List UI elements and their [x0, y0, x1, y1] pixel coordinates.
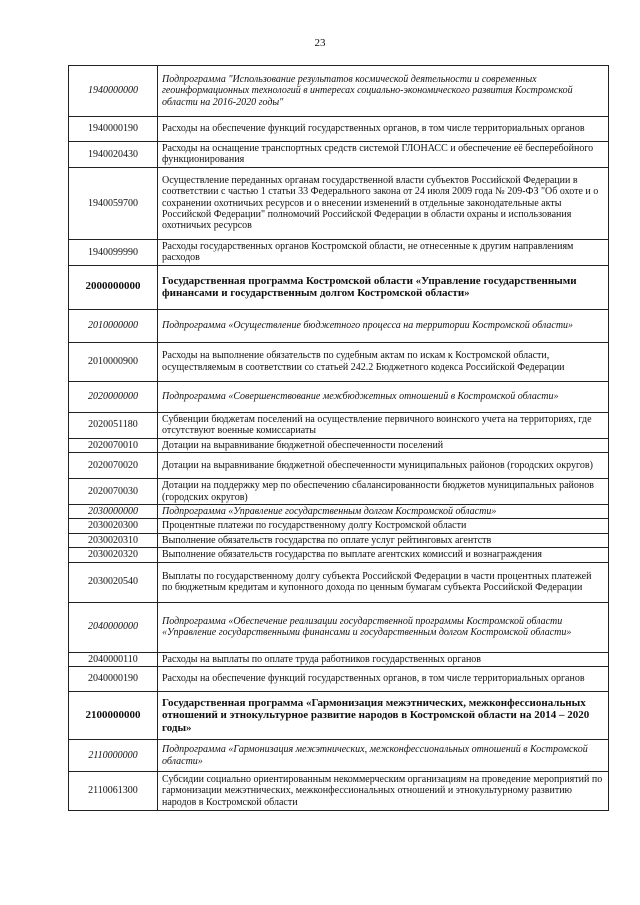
- row-code: 2020070030: [69, 479, 158, 505]
- row-code: 2010000000: [69, 309, 158, 342]
- row-code: 2040000000: [69, 602, 158, 652]
- row-description: Расходы государственных органов Костромской области, не отнесенные к другим направлениям расходов: [158, 239, 609, 265]
- row-description: Расходы на выплаты по оплате труда работников государственных органов: [158, 652, 609, 666]
- row-description: Подпрограмма «Обеспечение реализации государственной программы Костромской области «Управление государственными финансами и государственным долгом Костромской области»: [158, 602, 609, 652]
- row-description: Субвенции бюджетам поселений на осуществление первичного воинского учета на территориях, где отсутствуют военные комиссариаты: [158, 412, 609, 438]
- row-code: 2020070010: [69, 438, 158, 452]
- table-row: [69, 505, 609, 519]
- row-description: Расходы на выполнение обязательств по судебным актам по искам к Костромской области, осуществляемым в соответствии со статьей 242.2 Бюджетного кодекса Российской Федерации: [158, 342, 609, 381]
- row-code: 2110061300: [69, 772, 158, 811]
- row-code: 2030020300: [69, 519, 158, 533]
- row-code: 2100000000: [69, 692, 158, 740]
- row-description: Осуществление переданных органам государственной власти субъектов Российской Федерации в соответствии с частью 1 статьи 33 Федерального закона от 24 июля 2009 года № 209-ФЗ "Об охоте и о сохранении охотничьих ресурсов и о внесении изменений в отдельные законодательные акты Российской Федерации" полномочий Российской Федерации в области охраны и использования охотничьих ресурсов: [158, 167, 609, 239]
- row-code: 1940059700: [69, 167, 158, 239]
- row-description: Расходы на обеспечение функций государственных органов, в том числе территориальных органов: [158, 667, 609, 692]
- table-row: [69, 667, 609, 692]
- row-code: 2040000110: [69, 652, 158, 666]
- table-row: [69, 438, 609, 452]
- row-description: Расходы на оснащение транспортных средств системой ГЛОНАСС и обеспечение её бесперебойного функционирования: [158, 142, 609, 168]
- table-row: [69, 740, 609, 772]
- row-code: 2030020310: [69, 533, 158, 547]
- row-code: 1940000190: [69, 117, 158, 142]
- table-row: [69, 602, 609, 652]
- row-description: Дотации на поддержку мер по обеспечению сбалансированности бюджетов муниципальных районов (городских округов): [158, 479, 609, 505]
- table-row: [69, 265, 609, 309]
- table-row: [69, 381, 609, 412]
- row-code: 2040000190: [69, 667, 158, 692]
- page-number: 23: [314, 37, 326, 49]
- row-description: Выполнение обязательств государства по оплате услуг рейтинговых агентств: [158, 533, 609, 547]
- row-description: Государственная программа «Гармонизация межэтнических, межконфессиональных отношений и этнокультурное развитие народов в Костромской области на 2014 – 2020 годы»: [158, 692, 609, 740]
- row-description: Процентные платежи по государственному долгу Костромской области: [158, 519, 609, 533]
- row-code: 2020070020: [69, 453, 158, 479]
- table-row: [69, 519, 609, 533]
- row-code: 1940099990: [69, 239, 158, 265]
- table-row: [69, 239, 609, 265]
- row-description: Выполнение обязательств государства по выплате агентских комиссий и вознаграждения: [158, 548, 609, 562]
- row-description: Подпрограмма «Гармонизация межэтнических, межконфессиональных отношений в Костромской области»: [158, 740, 609, 772]
- table-row: [69, 479, 609, 505]
- table-row: [69, 142, 609, 168]
- table-row: [69, 342, 609, 381]
- table-row: [69, 772, 609, 811]
- row-code: 2030020320: [69, 548, 158, 562]
- row-code: 2020051180: [69, 412, 158, 438]
- table-row: [69, 117, 609, 142]
- row-code: 2000000000: [69, 265, 158, 309]
- row-code: 1940020430: [69, 142, 158, 168]
- row-description: Расходы на обеспечение функций государственных органов, в том числе территориальных органов: [158, 117, 609, 142]
- table-row: [69, 692, 609, 740]
- row-code: 2110000000: [69, 740, 158, 772]
- row-description: Дотации на выравнивание бюджетной обеспеченности муниципальных районов (городских округов): [158, 453, 609, 479]
- table-row: [69, 167, 609, 239]
- table-row: [69, 533, 609, 547]
- row-code: 2020000000: [69, 381, 158, 412]
- row-code: 2010000900: [69, 342, 158, 381]
- table-row: [69, 548, 609, 562]
- table-row: [69, 412, 609, 438]
- row-description: Выплаты по государственному долгу субъекта Российской Федерации в части процентных платежей по бюджетным кредитам и купонного дохода по ценным бумагам субъекта Российской Федерации: [158, 562, 609, 602]
- row-description: Дотации на выравнивание бюджетной обеспеченности поселений: [158, 438, 609, 452]
- row-code: 2030020540: [69, 562, 158, 602]
- row-description: Подпрограмма «Осуществление бюджетного процесса на территории Костромской области»: [158, 309, 609, 342]
- table-row: [69, 309, 609, 342]
- table-row: [69, 453, 609, 479]
- table-row: [69, 652, 609, 666]
- row-code: 1940000000: [69, 66, 158, 117]
- row-description: Подпрограмма «Управление государственным долгом Костромской области»: [158, 505, 609, 519]
- row-code: 2030000000: [69, 505, 158, 519]
- row-description: Подпрограмма «Совершенствование межбюджетных отношений в Костромской области»: [158, 381, 609, 412]
- row-description: Подпрограмма "Использование результатов космической деятельности и современных геоинформационных технологий в интересах социально-экономического развития Костромской области на 2016-2020 годы": [158, 66, 609, 117]
- budget-classification-table: [68, 65, 609, 811]
- table-row: [69, 66, 609, 117]
- row-description: Субсидии социально ориентированным некоммерческим организациям на проведение мероприятий по гармонизации межэтнических, межконфессиональных отношений и этнокультурному развитию народов в Костромской области: [158, 772, 609, 811]
- row-description: Государственная программа Костромской области «Управление государственными финансами и государственным долгом Костромской области»: [158, 265, 609, 309]
- table-row: [69, 562, 609, 602]
